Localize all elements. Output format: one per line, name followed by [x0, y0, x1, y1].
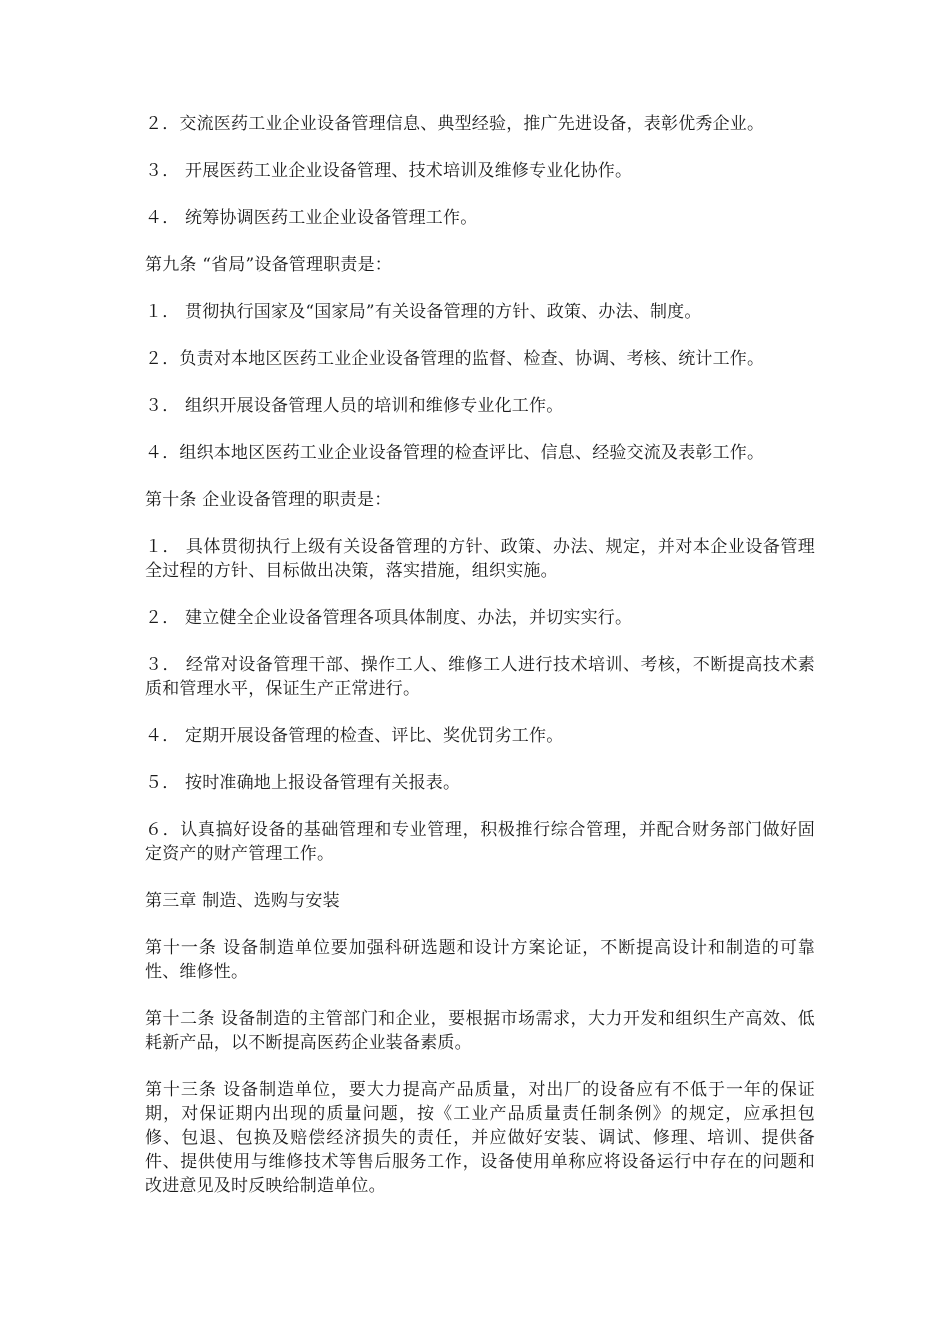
article-9-item-2: ２．负责对本地区医药工业企业设备管理的监督、检查、协调、考核、统计工作。 — [145, 349, 765, 369]
article-9-item-4: ４．组织本地区医药工业企业设备管理的检查评比、信息、经验交流及表彰工作。 — [145, 443, 765, 463]
article-10-heading: 第十条 企业设备管理的职责是： — [145, 490, 392, 510]
article-10-item-2: ２． 建立健全企业设备管理各项具体制度、办法，并切实实行。 — [145, 608, 633, 628]
document-body — [145, 112, 815, 1221]
item-2-exchange-info: ２．交流医药工业企业设备管理信息、典型经验，推广先进设备，表彰优秀企业。 — [145, 114, 765, 134]
article-12: 第十二条 设备制造的主管部门和企业，要根据市场需求，大力开发和组织生产高效、低耗新产品，以不断提高医药企业装备素质。 — [145, 1009, 815, 1053]
article-9-item-1: １． 贯彻执行国家及“国家局”有关设备管理的方针、政策、办法、制度。 — [145, 302, 702, 322]
article-10-item-3: ３． 经常对设备管理干部、操作工人、维修工人进行技术培训、考核，不断提高技术素质和管理水平，保证生产正常进行。 — [145, 655, 815, 699]
article-10-item-5: ５． 按时准确地上报设备管理有关报表。 — [145, 773, 461, 793]
chapter-3-heading: 第三章 制造、选购与安装 — [145, 891, 340, 911]
article-10-item-6: ６．认真搞好设备的基础管理和专业管理，积极推行综合管理，并配合财务部门做好固定资产的财产管理工作。 — [145, 820, 815, 864]
article-11: 第十一条 设备制造单位要加强科研选题和设计方案论证，不断提高设计和制造的可靠性、维修性。 — [145, 938, 815, 982]
article-10-item-1: １． 具体贯彻执行上级有关设备管理的方针、政策、办法、规定，并对本企业设备管理全过程的方针、目标做出决策，落实措施，组织实施。 — [145, 537, 815, 581]
article-10-item-4: ４． 定期开展设备管理的检查、评比、奖优罚劣工作。 — [145, 726, 564, 746]
item-4-coordinate-management: ４． 统筹协调医药工业企业设备管理工作。 — [145, 208, 478, 228]
article-9-heading: 第九条 “省局”设备管理职责是： — [145, 255, 392, 275]
article-13: 第十三条 设备制造单位，要大力提高产品质量，对出厂的设备应有不低于一年的保证期，对保证期内出现的质量问题，按《工业产品质量责任制条例》的规定，应承担包修、包退、包换及赔偿经济损失的责任，并应做好安装、调试、修理、培训、提供备件、提供使用与维修技术等售后服务工作，设备使用单称应将设备运行中存在的问题和改进意见及时反映给制造单位。 — [145, 1080, 815, 1196]
article-9-item-3: ３． 组织开展设备管理人员的培训和维修专业化工作。 — [145, 396, 564, 416]
item-3-training-cooperation: ３． 开展医药工业企业设备管理、技术培训及维修专业化协作。 — [145, 161, 633, 181]
